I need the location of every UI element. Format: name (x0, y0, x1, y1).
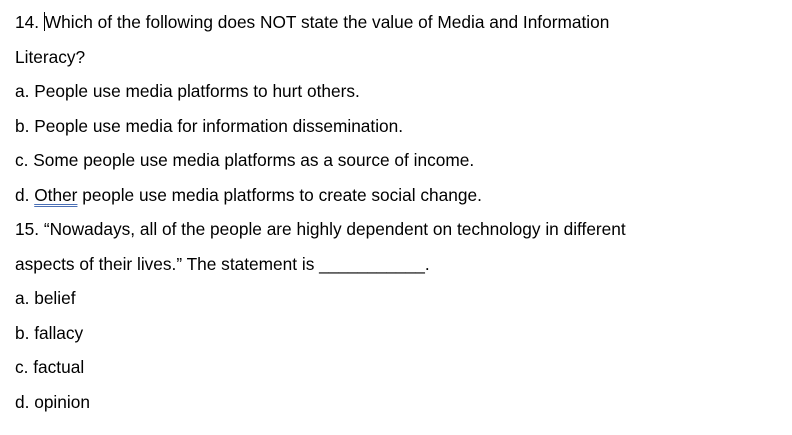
question-15-option-a[interactable]: a. belief (15, 288, 76, 308)
question-15-option-b[interactable]: b. fallacy (15, 323, 84, 343)
question-14-option-b[interactable]: b. People use media for information dissemination. (15, 116, 404, 136)
option-d-prefix: d. (15, 185, 35, 205)
question-14-option-a[interactable]: a. People use media platforms to hurt others. (15, 81, 360, 101)
question-15-option-d[interactable]: d. opinion (15, 392, 90, 412)
question-14-option-d[interactable] (15, 185, 482, 205)
question-15-line-2[interactable]: aspects of their lives.” The statement is ___________. (15, 254, 430, 274)
question-14-line-2[interactable]: Literacy? (15, 47, 86, 67)
question-14-line-1[interactable] (15, 12, 609, 32)
question-14-number: 14. (15, 12, 44, 32)
question-14-text-start: Which of the following does NOT state the value of Media and Information (44, 12, 610, 32)
question-14-option-c[interactable]: c. Some people use media platforms as a source of income. (15, 150, 475, 170)
grammar-flagged-word[interactable]: Other (34, 185, 78, 205)
option-d-rest: people use media platforms to create social change. (77, 185, 482, 205)
question-15-line-1[interactable]: 15. “Nowadays, all of the people are highly dependent on technology in different (15, 219, 626, 239)
question-15-option-c[interactable]: c. factual (15, 357, 85, 377)
